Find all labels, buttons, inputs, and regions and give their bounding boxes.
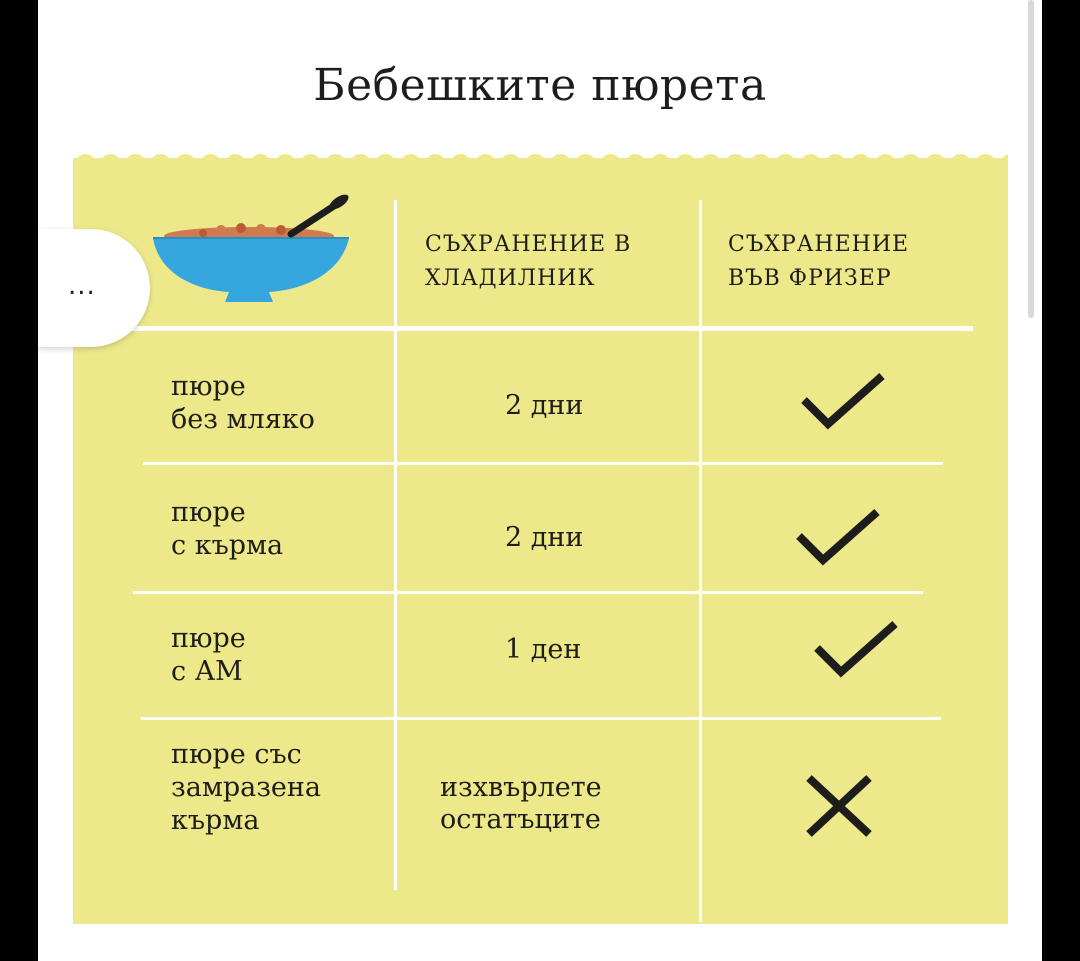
row-divider xyxy=(143,462,943,465)
row-divider xyxy=(133,591,923,594)
fridge-value-formula: 1 ден xyxy=(505,634,582,665)
fridge-value-breast-milk: 2 дни xyxy=(505,522,584,553)
storage-table xyxy=(73,158,1008,924)
image-viewer xyxy=(38,0,1042,961)
header-fridge: СЪХРАНЕНИЕ В ХЛАДИЛНИК xyxy=(425,232,632,291)
page-title: Бебешките пюрета xyxy=(313,60,767,111)
row-label-frozen-breast-milk: пюре със замразена кърма xyxy=(171,739,322,836)
fridge-value-no-milk: 2 дни xyxy=(505,390,584,421)
cross-icon xyxy=(801,772,877,840)
row-label-breast-milk: пюре с кърма xyxy=(171,497,284,561)
check-icon xyxy=(798,370,888,432)
column-divider xyxy=(394,200,397,890)
scalloped-edge xyxy=(73,152,1008,176)
check-icon xyxy=(811,618,901,680)
more-options-label: ... xyxy=(68,271,96,301)
check-icon xyxy=(793,506,883,568)
header-freezer: СЪХРАНЕНИЕ ВЪВ ФРИЗЕР xyxy=(728,232,910,291)
fridge-value-frozen-breast-milk: изхвърлете остатъците xyxy=(440,772,602,835)
row-label-no-milk: пюре без мляко xyxy=(171,371,315,435)
bowl-of-puree-icon xyxy=(151,194,361,310)
column-divider xyxy=(699,200,702,922)
header-divider xyxy=(73,326,973,331)
row-divider xyxy=(141,717,941,720)
scrollbar[interactable] xyxy=(1028,0,1034,318)
row-label-formula: пюре с АМ xyxy=(171,623,246,687)
